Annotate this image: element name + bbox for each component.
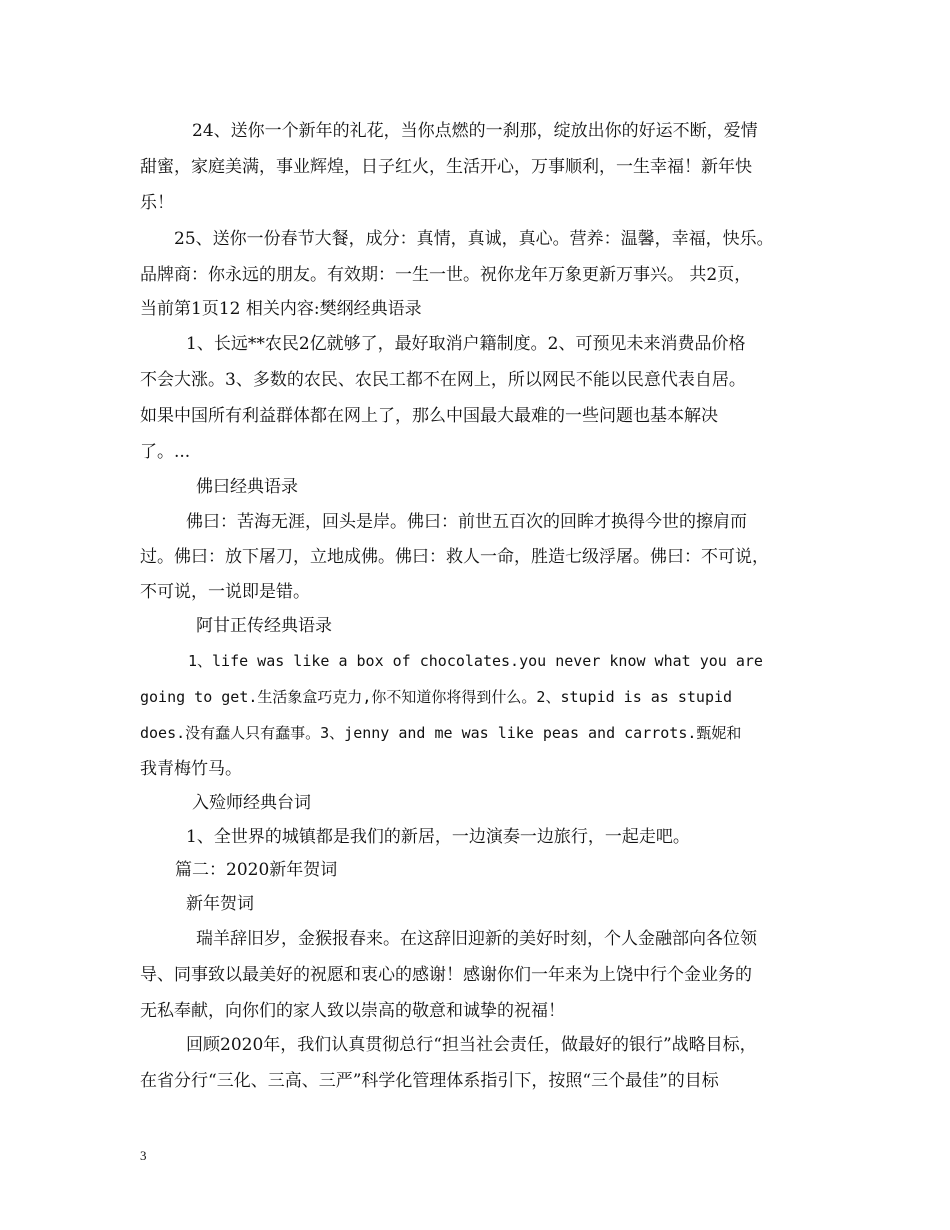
text-line: 我青梅竹马。 <box>140 759 242 779</box>
text-line: 25、送你一份春节大餐，成分：真情，真诚，真心。营养：温馨，幸福，快乐。 <box>174 229 774 249</box>
text-line: does.没有蠢人只有蠢事。3、jenny and me was like peas and carrots.甄妮和 <box>140 724 742 742</box>
text-line: 如果中国所有利益群体都在网上了，那么中国最大最难的一些问题也基本解决 <box>140 406 718 426</box>
text-line: 过。佛曰：放下屠刀，立地成佛。佛曰：救人一命，胜造七级浮屠。佛曰：不可说， <box>140 547 769 567</box>
section-heading: 佛曰经典语录 <box>196 477 298 497</box>
text-line: 甜蜜，家庭美满，事业辉煌，日子红火，生活开心，万事顺利，一生幸福！新年快 <box>140 157 752 177</box>
section-heading: 篇二：2020新年贺词 <box>175 860 338 880</box>
text-line: 佛曰：苦海无涯，回头是岸。佛曰：前世五百次的回眸才换得今世的擦肩而 <box>186 512 747 532</box>
text-line: 当前第1页12 相关内容:樊纲经典语录 <box>140 299 422 319</box>
page-number: 3 <box>140 1148 147 1163</box>
text-line: 不可说，一说即是错。 <box>140 582 310 602</box>
text-line: 1、全世界的城镇都是我们的新居，一边演奏一边旅行，一起走吧。 <box>186 827 690 847</box>
text-line: 回顾2020年，我们认真贯彻总行“担当社会责任，做最好的银行”战略目标， <box>186 1035 757 1055</box>
text-line: 导、同事致以最美好的祝愿和衷心的感谢！感谢你们一年来为上饶中行个金业务的 <box>140 965 752 985</box>
text-line: going to get.生活象盒巧克力,你不知道你将得到什么。2、stupid is as stupid <box>140 688 733 706</box>
text-line: 不会大涨。3、多数的农民、农民工都不在网上，所以网民不能以民意代表自居。 <box>140 370 746 390</box>
text-line: 24、送你一个新年的礼花，当你点燃的一刹那，绽放出你的好运不断，爱情 <box>192 121 758 141</box>
text-line: 品牌商：你永远的朋友。有效期：一生一世。祝你龙年万象更新万事兴。 共2页， <box>140 265 752 285</box>
section-heading: 新年贺词 <box>186 894 254 914</box>
text-line: 在省分行“三化、三高、三严”科学化管理体系指引下，按照“三个最佳”的目标 <box>140 1071 719 1091</box>
section-heading: 入殓师经典台词 <box>192 793 311 813</box>
text-line: 无私奉献，向你们的家人致以崇高的敬意和诚挚的祝福！ <box>140 1001 565 1021</box>
text-line: 乐！ <box>140 193 174 213</box>
section-heading: 阿甘正传经典语录 <box>196 616 332 636</box>
text-line: 瑞羊辞旧岁，金猴报春来。在这辞旧迎新的美好时刻，个人金融部向各位领 <box>196 929 757 949</box>
text-line: 1、life was like a box of chocolates.you never know what you are <box>188 652 763 670</box>
text-line: 了。... <box>140 442 191 462</box>
text-line: 1、长远**农民2亿就够了，最好取消户籍制度。2、可预见未来消费品价格 <box>186 334 746 354</box>
